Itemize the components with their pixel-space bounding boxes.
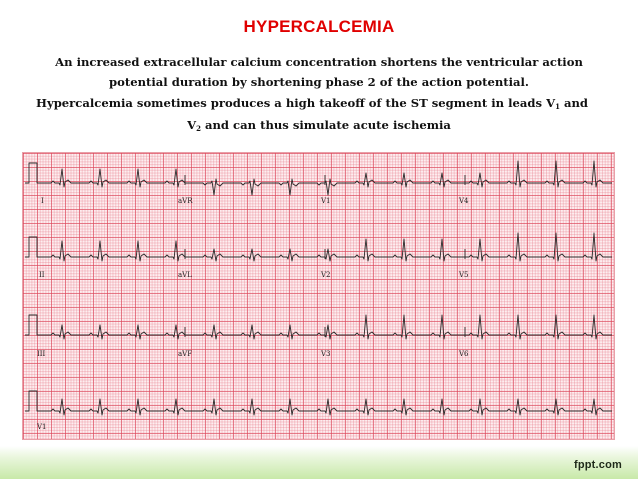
description-line-4 [0,118,638,136]
lead-label-aVF: aVF [178,350,193,358]
line4-text: and can thus simulate acute ischemia [200,118,451,132]
lead-label-V3: V3 [321,350,331,358]
description-line-2: potential duration by shortening phase 2 of the action potential. [109,75,529,89]
slide-title: HYPERCALCEMIA [243,17,395,36]
lead-label-aVL: aVL [178,271,192,279]
description-line-3 [36,96,588,114]
description-line-1: An increased extracellular calcium concentration shortens the ventricular action [55,55,583,69]
lead-label-V5: V5 [459,271,469,279]
ecg-row-1-tracing [25,161,612,195]
ecg-strip [22,152,615,440]
lead-label-V6: V6 [459,350,469,358]
ecg-tracings [23,153,614,439]
footer-band [0,446,638,479]
lead-label-aVR: aVR [178,197,193,205]
lead-label-III: III [37,350,46,358]
fppt-logo: fppt.com [573,459,622,471]
lead-label-V1: V1 [321,197,331,205]
lead-label-V2: V2 [321,271,331,279]
ecg-row-2-tracing [25,233,612,261]
lead-label-I: I [41,197,44,205]
lead-label-V4: V4 [459,197,469,205]
lead-label-rhythm-V1: V1 [37,423,47,431]
line4-subscript: 2 [196,124,201,133]
ecg-row-4-tracing [25,391,612,415]
ecg-row-3-tracing [25,315,612,339]
line3-subscript: 1 [555,102,560,111]
line3-tail: and [559,96,589,110]
line4-lead: V [187,118,197,132]
line3-text: Hypercalcemia sometimes produces a high takeoff of the ST segment in leads V [36,96,556,110]
lead-label-II: II [39,271,45,279]
